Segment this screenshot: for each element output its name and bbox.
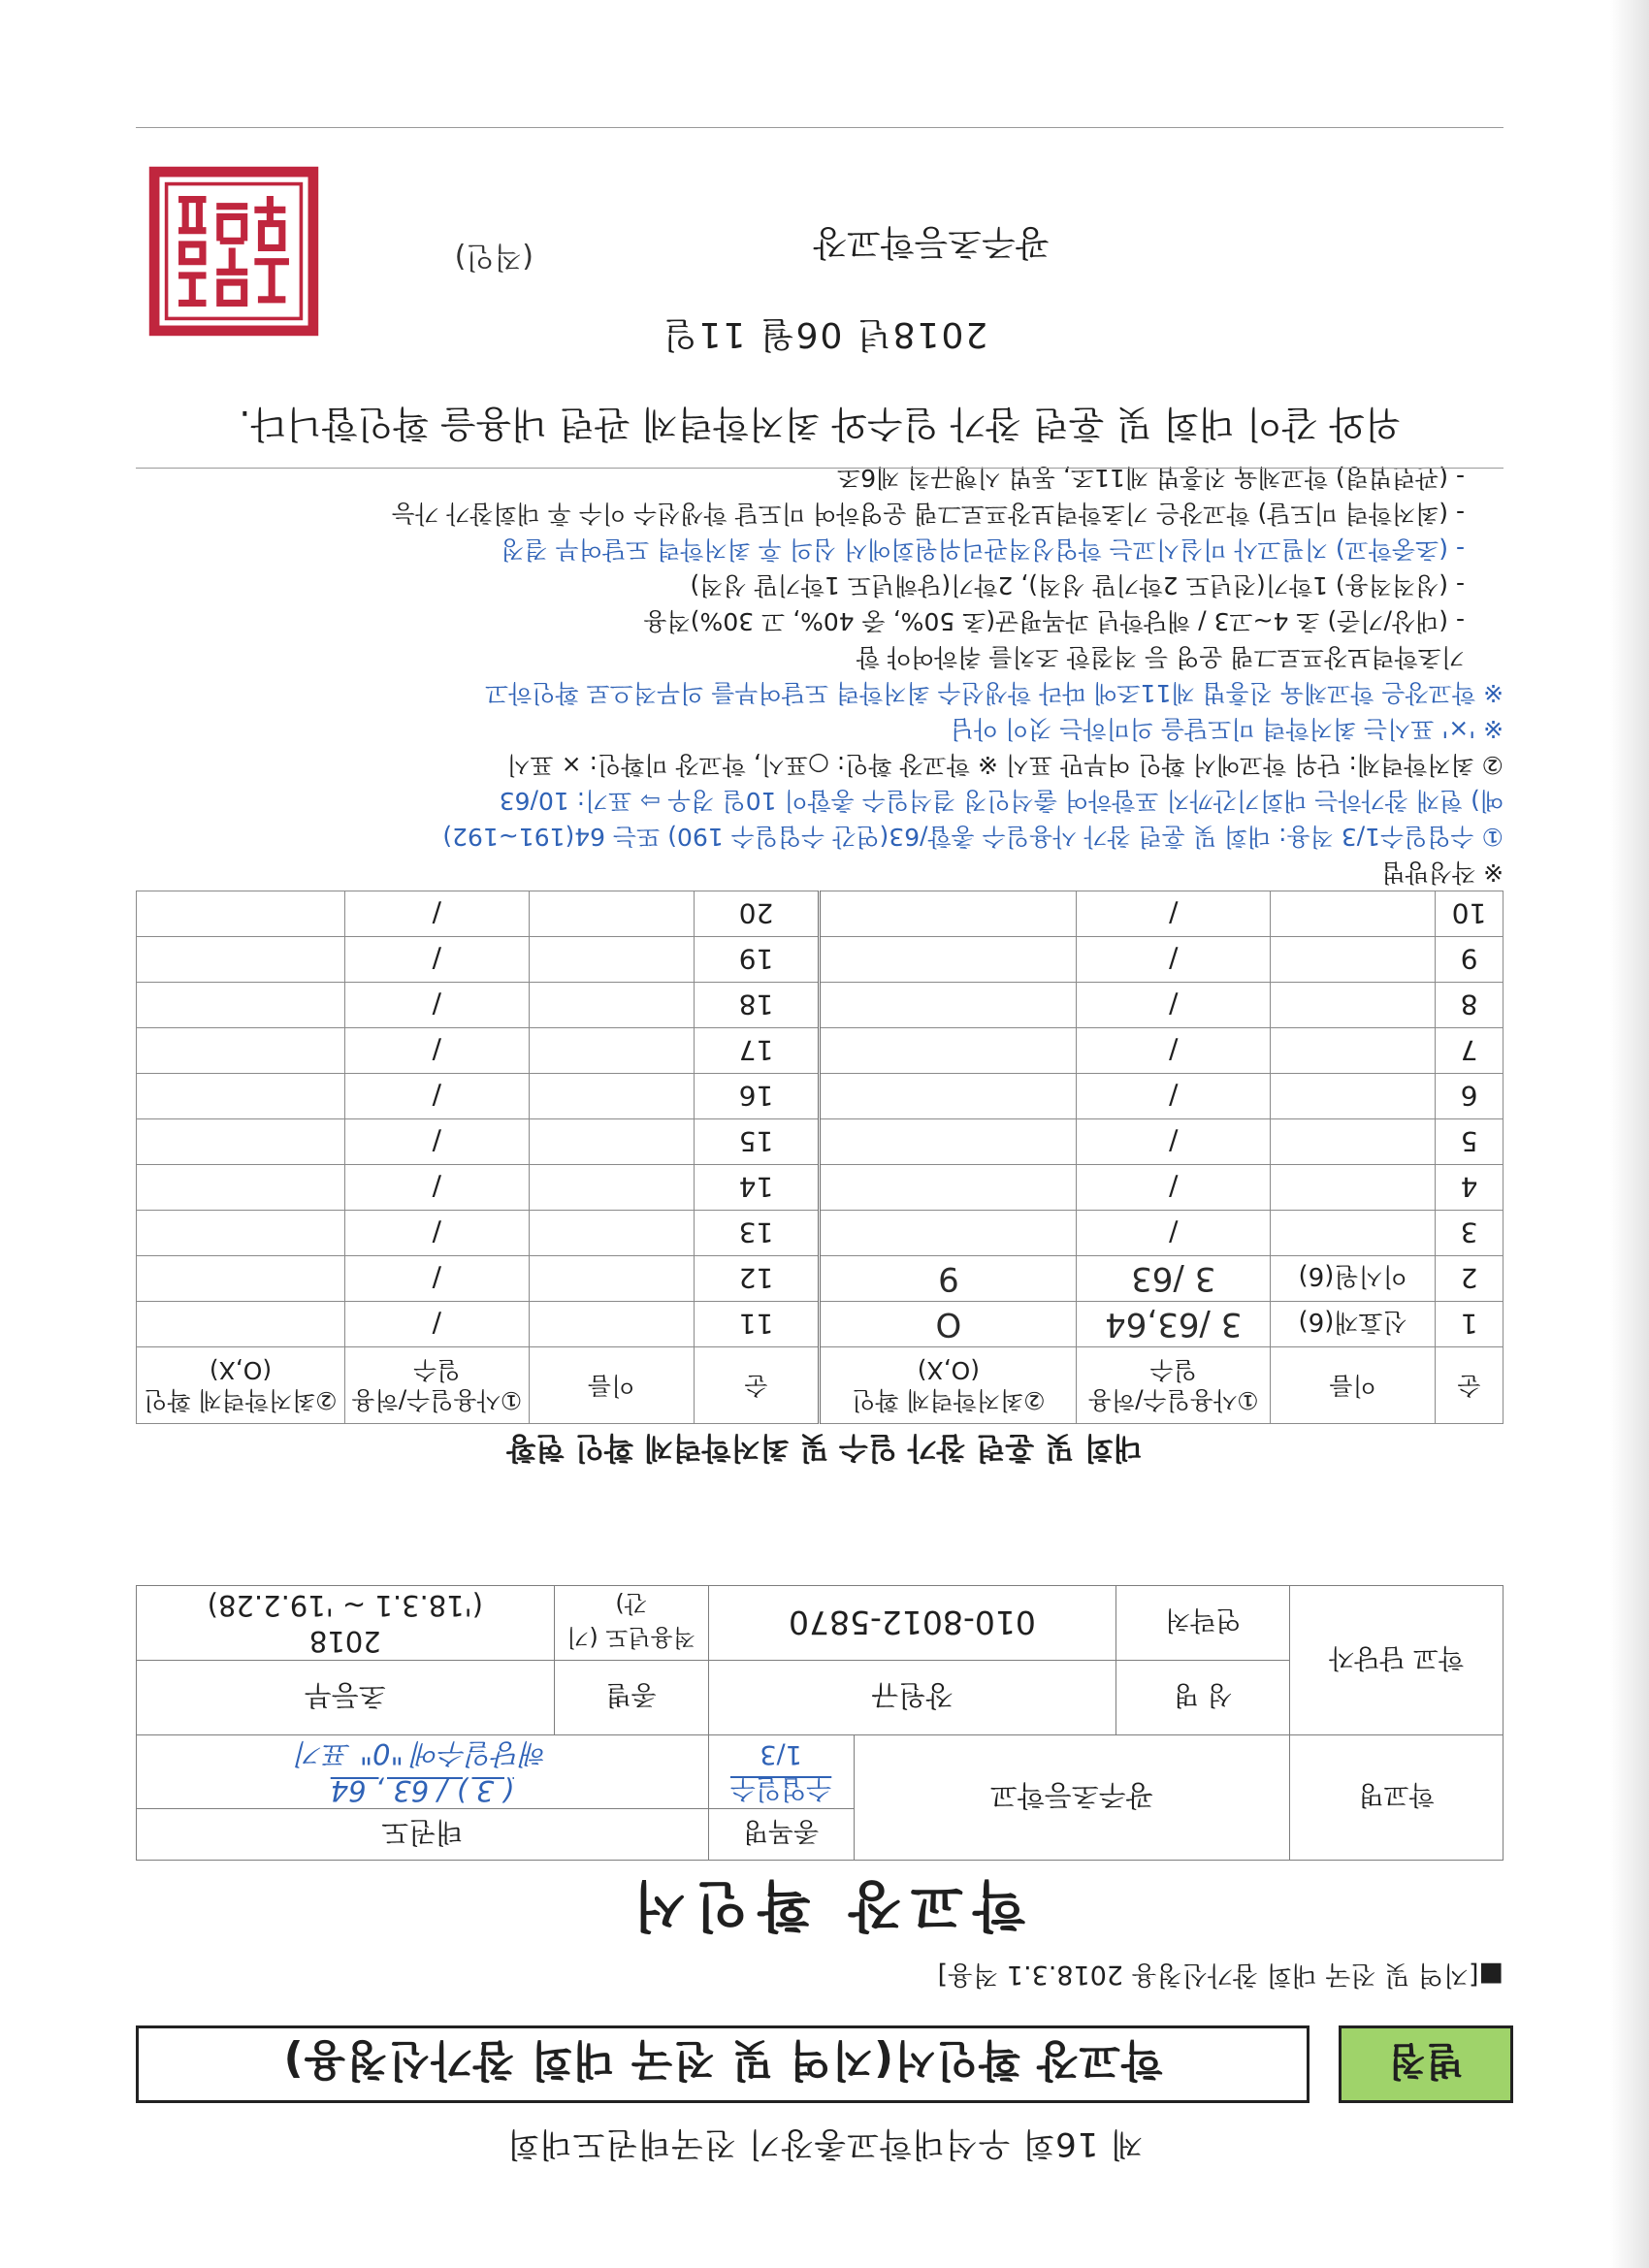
row-days: / [1077, 1119, 1271, 1165]
school-label: 학교명 [1290, 1734, 1504, 1860]
row-no-2: 18 [694, 983, 820, 1028]
contact-label: 학교 담당자 [1290, 1585, 1504, 1734]
row-no: 1 [1436, 1302, 1504, 1347]
row-name [1271, 1211, 1436, 1256]
row-name-2 [529, 1028, 694, 1074]
row-check-2 [137, 891, 345, 937]
type-value: 초등부 [304, 1679, 386, 1713]
row-days: / [1077, 937, 1271, 983]
name-label: 성 명 [1116, 1661, 1290, 1734]
row-no: 6 [1436, 1074, 1504, 1119]
row-days: / [1077, 983, 1271, 1028]
row-days-2: / [344, 937, 529, 983]
note-1b: 예) 현재 참가하는 대회기간까지 포함하여 출석인정 결석일수 총합이 10일 경우 ⇨ 표기: 10/63 [499, 787, 1504, 815]
row-name [1271, 937, 1436, 983]
class-days-cell [137, 1734, 709, 1808]
period-range: ('18.3.1 ~ '19.2.28) [207, 1588, 483, 1622]
row-check [820, 891, 1077, 937]
principal-title: 광주초등학교장 [813, 222, 1050, 262]
row-check: O [820, 1302, 1077, 1347]
row-check-2 [137, 937, 345, 983]
row-check-2 [137, 1028, 345, 1074]
class-days-value: ( 3 ) / 63 , 64 [330, 1774, 514, 1807]
bottom-divider [136, 127, 1504, 128]
row-name-2 [529, 1211, 694, 1256]
row-check-2 [137, 1256, 345, 1302]
row-check-2 [137, 1165, 345, 1211]
row-name-2 [529, 891, 694, 937]
roster-table [136, 891, 1504, 1424]
phone-pair [708, 1585, 1290, 1660]
roster-header-row [137, 1347, 1504, 1424]
confirmation-text: 위와 같이 대회 및 훈련 참가 일수와 최저학력제 관련 내용을 확인합니다. [239, 403, 1401, 445]
row-no: 3 [1436, 1211, 1504, 1256]
note-2: ② 최저학력제: 단위 학교에서 확인 여부만 표시 ※ 학교장 확인: ○표시, 학교장 미확인: × 표시 [506, 751, 1504, 779]
row-days: / [1077, 891, 1271, 937]
row-check [820, 1074, 1077, 1119]
apply-note: ■[지역 및 전국 대회 참가신청용 2018.3.1 적용] [937, 1960, 1504, 1990]
row-check-2 [137, 1302, 345, 1347]
row-check-2 [137, 1211, 345, 1256]
row-no-2: 19 [694, 937, 820, 983]
header-check: ②최저학력제 확인(O,X) [820, 1347, 1077, 1424]
bullet-5: - (관련법령) 학교체육 진흥법 제11조, 동법 시행규칙 제6조 [837, 464, 1465, 492]
one-third-note: 해당일수에 "0" 표기 [296, 1737, 549, 1771]
row-name-2 [529, 937, 694, 983]
row-days-2: / [344, 1165, 529, 1211]
row-days: / [1077, 1028, 1271, 1074]
class-days-label-cell [708, 1734, 854, 1808]
table-row [137, 983, 1504, 1028]
row-days-2: / [344, 1211, 529, 1256]
note-4b: 기초학력보장프로그램 운영 등 적절한 조치를 취하여야 함 [856, 643, 1465, 671]
row-no-2: 12 [694, 1256, 820, 1302]
row-name [1271, 1028, 1436, 1074]
row-check [820, 983, 1077, 1028]
document-heading: 학교장 확인서(지역 및 전국 대회 참가신청용) [136, 2025, 1310, 2103]
type-inner [137, 1661, 708, 1734]
row-name [1271, 1119, 1436, 1165]
row-days: / [1077, 1074, 1271, 1119]
note-1: ① 수업일수1/3 적용: 대회 및 훈련 참가 사용일수 총합/63(연간 수업일수 190) 또는 64(191~192) [442, 823, 1504, 851]
phone-label: 연락처 [1116, 1586, 1290, 1660]
roster-body [137, 891, 1504, 1347]
document-title: 학교장 확인서 [623, 1873, 1026, 1936]
header-no-2: 순 [694, 1347, 820, 1424]
official-seal-stamp [147, 165, 320, 338]
divider [136, 468, 1504, 469]
row-no: 8 [1436, 983, 1504, 1028]
school-name: 광주초등학교 [854, 1734, 1290, 1860]
row-name-2 [529, 1256, 694, 1302]
row-name-2 [529, 983, 694, 1028]
period-pair [137, 1585, 709, 1660]
row-check-2 [137, 983, 345, 1028]
row-name [1271, 891, 1436, 937]
row-days-2: / [344, 891, 529, 937]
row-name [1271, 1165, 1436, 1211]
row-check [820, 1165, 1077, 1211]
row-days-2: / [344, 1028, 529, 1074]
row-name [1271, 1074, 1436, 1119]
notes-header: ※ 작성방법 [1381, 859, 1504, 887]
row-days-2: / [344, 1119, 529, 1165]
row-name-2 [529, 1165, 694, 1211]
row-no-2: 16 [694, 1074, 820, 1119]
type-pair [137, 1660, 709, 1734]
row-name [1271, 983, 1436, 1028]
table-row [137, 1028, 1504, 1074]
period-inner [137, 1586, 708, 1660]
note-3: ※ '×' 표시는 최저학력 미도달을 의미하는 것이 아님 [950, 715, 1504, 743]
phone-value: 010-8012-5870 [789, 1604, 1036, 1642]
one-third-label: 1/3 [760, 1739, 802, 1770]
instructions [126, 460, 1504, 891]
row-check [820, 937, 1077, 983]
row-check-2 [137, 1119, 345, 1165]
note-4: ※ 학교장은 학교체육 진흥법 제11조에 따라 학생선수 최저학력 도달여부를 의무적으로 확인하고 [485, 679, 1504, 707]
row-name-2 [529, 1302, 694, 1347]
type-label: 종별 [554, 1661, 708, 1734]
class-days-label: 수업일수 [729, 1773, 832, 1804]
seal-glyph-1 [254, 196, 289, 300]
row-name: 이시원(6) [1271, 1256, 1436, 1302]
table-row [137, 1074, 1504, 1119]
row-days-2: / [344, 1302, 529, 1347]
row-no-2: 20 [694, 891, 820, 937]
event-title: 제 16회 우석대학교총장기 전국태권도대회 [505, 2124, 1144, 2163]
sign-mark: (직인) [454, 240, 534, 274]
bullet-2: - (성적적용) 1학기(전년도 2학기말 성적), 2학기(당해년도 1학기말 성적) [690, 571, 1465, 599]
header-days: ①사용일수/허용일수 [1077, 1347, 1271, 1424]
row-days: / [1077, 1211, 1271, 1256]
sport-label: 종목명 [708, 1809, 854, 1861]
table-row [137, 1211, 1504, 1256]
name-pair [708, 1660, 1290, 1734]
row-days-2: / [344, 1256, 529, 1302]
attachment-badge: 별첨 [1339, 2025, 1513, 2103]
period-year: 2018 [308, 1625, 381, 1659]
roster-title: 대회 및 훈련 참가 일수 및 최저학력제 확인 현황 [506, 1430, 1143, 1465]
table-row [137, 1165, 1504, 1211]
row-no-2: 11 [694, 1302, 820, 1347]
sport-value: 태권도 [137, 1809, 709, 1861]
header-name: 이름 [1271, 1347, 1436, 1424]
row-days: / [1077, 1165, 1271, 1211]
table-row [137, 891, 1504, 937]
name-inner [709, 1661, 1290, 1734]
seal-glyph-2 [216, 207, 247, 304]
table-row [137, 1256, 1504, 1302]
table-row [137, 1119, 1504, 1165]
row-days: 3 /63,64 [1077, 1302, 1271, 1347]
issue-date: 2018년 06월 11일 [661, 314, 988, 354]
row-check [820, 1028, 1077, 1074]
table-row [137, 1302, 1504, 1347]
school-info-table [136, 1585, 1504, 1861]
header-no: 순 [1436, 1347, 1504, 1424]
header-name-2: 이름 [529, 1347, 694, 1424]
period-label: 적용년도 (기간) [554, 1586, 708, 1660]
row-no-2: 14 [694, 1165, 820, 1211]
header-days-2: ①사용일수/허용일수 [344, 1347, 529, 1424]
row-check [820, 1119, 1077, 1165]
row-no-2: 13 [694, 1211, 820, 1256]
table-row [137, 937, 1504, 983]
bullet-1: - (대상/기준) 초 4~고3 / 해당학년 과목평균(초 50%, 중 40%, 고 30%)적용 [643, 607, 1465, 635]
name-value: 장원규 [871, 1679, 954, 1713]
row-no: 10 [1436, 891, 1504, 937]
row-no-2: 15 [694, 1119, 820, 1165]
row-check-2 [137, 1074, 345, 1119]
bullet-3: - (초중학교) 지필고사 미실시교는 학업성적관리위원회에서 심의 후 최저학력 도달여부 결정 [501, 535, 1465, 564]
row-name: 신효재(6) [1271, 1302, 1436, 1347]
seal-glyph-3 [178, 200, 206, 304]
phone-inner [709, 1586, 1290, 1660]
row-no: 9 [1436, 937, 1504, 983]
row-no: 4 [1436, 1165, 1504, 1211]
row-name-2 [529, 1074, 694, 1119]
period-cell [137, 1586, 554, 1660]
row-check: 9 [820, 1256, 1077, 1302]
row-days: 3 /63 [1077, 1256, 1271, 1302]
header-check-2: ②최저학력제 확인(O,X) [137, 1347, 345, 1424]
row-days-2: / [344, 1074, 529, 1119]
row-no: 5 [1436, 1119, 1504, 1165]
row-check [820, 1211, 1077, 1256]
row-name-2 [529, 1119, 694, 1165]
row-no: 7 [1436, 1028, 1504, 1074]
row-days-2: / [344, 983, 529, 1028]
row-no-2: 17 [694, 1028, 820, 1074]
header-row [136, 2025, 1513, 2103]
bullet-4: - (최저학력 미도달) 학교장은 기초학력보장프로그램 운영하여 미도달 학생선수 이수 후 대회참가 가능 [391, 500, 1465, 528]
row-no: 2 [1436, 1256, 1504, 1302]
